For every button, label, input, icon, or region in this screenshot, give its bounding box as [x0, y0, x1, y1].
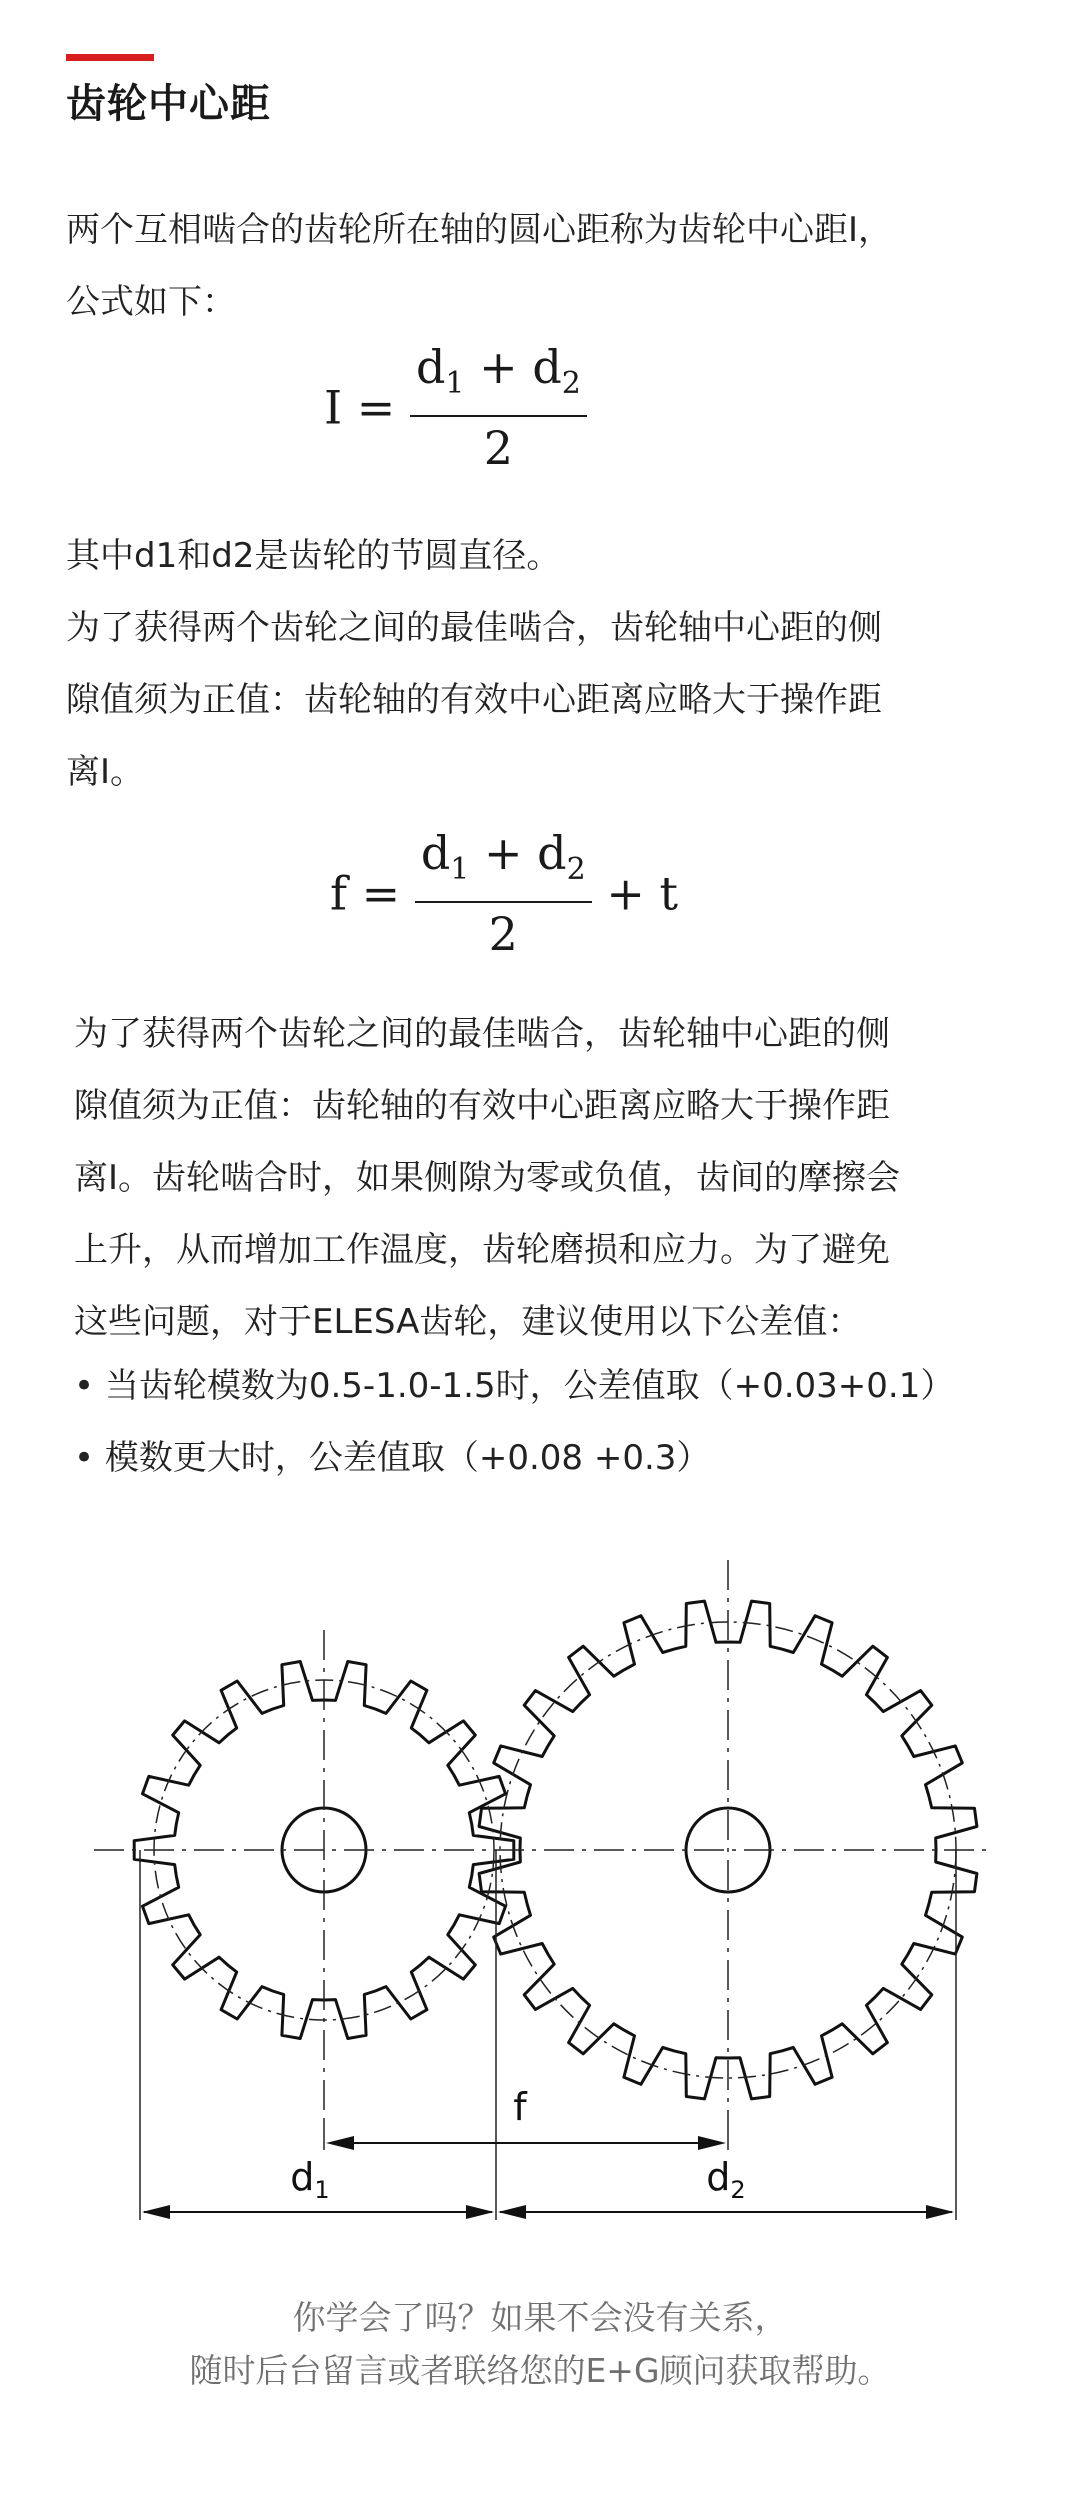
- arrowhead: [498, 2205, 526, 2219]
- formula-numerator: $d_1 + d_2$: [415, 822, 592, 903]
- body-paragraph-3: [74, 998, 1044, 1358]
- tolerance-list: [74, 1350, 954, 1494]
- arrowhead: [926, 2205, 954, 2219]
- paragraph-line: 为了获得两个齿轮之间的最佳啮合，齿轮轴中心距的侧: [74, 1014, 890, 1054]
- arrowhead: [466, 2205, 494, 2219]
- list-item: • 当齿轮模数为0.5-1.0-1.5时，公差值取（+0.03+0.1）: [74, 1366, 955, 1406]
- effective-distance-formula: [330, 822, 678, 965]
- paragraph-line: 其中d1和d2是齿轮的节圆直径。: [66, 536, 561, 576]
- formula-fraction: [410, 336, 587, 479]
- paragraph-line: 上升，从而增加工作温度，齿轮磨损和应力。为了避免: [74, 1230, 890, 1270]
- intro-paragraph: [66, 194, 1026, 338]
- dimension-label-d1: $d_1$: [290, 2155, 330, 2204]
- paragraph-line: 为了获得两个齿轮之间的最佳啮合，齿轮轴中心距的侧: [66, 608, 882, 648]
- paragraph-line: 隙值须为正值：齿轮轴的有效中心距离应略大于操作距: [74, 1086, 890, 1126]
- formula-numerator: $d_1 + d_2$: [410, 336, 587, 417]
- body-paragraph-2: [66, 520, 1026, 808]
- paragraph-line: 这些问题，对于ELESA齿轮，建议使用以下公差值：: [74, 1302, 862, 1342]
- section-title: 齿轮中心距: [66, 81, 271, 127]
- footer-line: 随时后台留言或者联络您的E+G顾问获取帮助。: [189, 2351, 891, 2390]
- center-distance-formula: [324, 336, 587, 479]
- footer-line: 你学会了吗？如果不会没有关系，: [292, 2298, 788, 2337]
- arrowhead: [326, 2136, 354, 2150]
- arrowhead: [698, 2136, 726, 2150]
- title-accent-bar: [66, 54, 154, 61]
- dimension-label-d2: $d_2$: [706, 2155, 746, 2204]
- paragraph-line: 离I。齿轮啮合时，如果侧隙为零或负值，齿间的摩擦会: [74, 1158, 901, 1198]
- intro-line: 公式如下：: [66, 282, 236, 322]
- formula-denominator: 2: [488, 907, 518, 962]
- gear-mesh-diagram: [90, 1560, 990, 2260]
- formula-fraction: [415, 822, 592, 965]
- dimension-label-f: f: [513, 2085, 527, 2129]
- paragraph-line: 离I。: [66, 752, 145, 792]
- intro-line: 两个互相啮合的齿轮所在轴的圆心距称为齿轮中心距I，: [66, 210, 893, 250]
- formula-lhs: f =: [330, 866, 401, 921]
- formula-denominator: 2: [483, 421, 514, 476]
- formula-rhs: + t: [606, 866, 678, 921]
- paragraph-line: 隙值须为正值：齿轮轴的有效中心距离应略大于操作距: [66, 680, 882, 720]
- list-item: • 模数更大时，公差值取（+0.08 +0.3）: [74, 1438, 711, 1478]
- formula-lhs: I =: [324, 380, 396, 435]
- arrowhead: [142, 2205, 170, 2219]
